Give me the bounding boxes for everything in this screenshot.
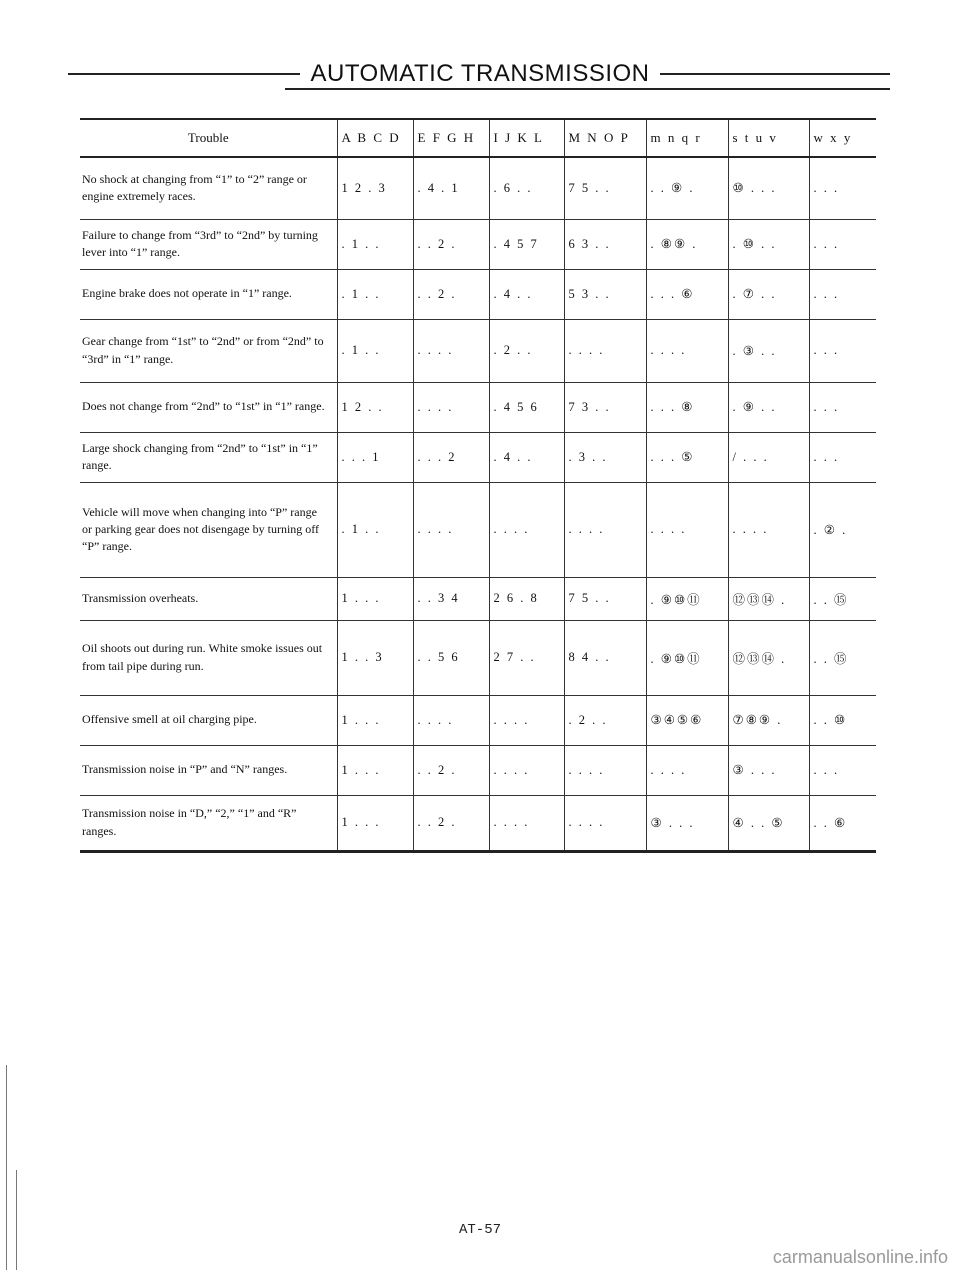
code-cell: . . . . bbox=[564, 745, 646, 795]
code-cell: ③④⑤⑥ bbox=[646, 695, 728, 745]
code-cell: 6 3 . . bbox=[564, 219, 646, 269]
code-cell: ③ . . . bbox=[646, 795, 728, 851]
code-cell: . . . . bbox=[489, 745, 564, 795]
code-cell: . 4 . . bbox=[489, 432, 564, 482]
code-cell: . . . . bbox=[646, 745, 728, 795]
trouble-cell: Does not change from “2nd” to “1st” in “1” range. bbox=[80, 382, 337, 432]
trouble-cell: Engine brake does not operate in “1” range. bbox=[80, 269, 337, 319]
scan-margin-line bbox=[6, 1065, 7, 1270]
table-row bbox=[80, 432, 876, 482]
code-cell: . ② . bbox=[809, 482, 876, 577]
code-cell: 7 3 . . bbox=[564, 382, 646, 432]
code-cell: . ③ . . bbox=[728, 319, 809, 382]
code-cell: . . . . bbox=[489, 795, 564, 851]
table-row bbox=[80, 269, 876, 319]
page-title: AUTOMATIC TRANSMISSION bbox=[0, 60, 960, 88]
code-cell: . . . . bbox=[413, 319, 489, 382]
code-cell: 1 . . 3 bbox=[337, 620, 413, 695]
code-cell: . ⑨ . . bbox=[728, 382, 809, 432]
code-cell: . . . . bbox=[728, 482, 809, 577]
trouble-cell: Transmission overheats. bbox=[80, 577, 337, 620]
table-row bbox=[80, 157, 876, 219]
code-cell: 1 . . . bbox=[337, 577, 413, 620]
code-cell: ⑦⑧⑨ . bbox=[728, 695, 809, 745]
trouble-cell: Gear change from “1st” to “2nd” or from “2nd” to “3rd” in “1” range. bbox=[80, 319, 337, 382]
code-cell: . . . . bbox=[413, 382, 489, 432]
code-cell: . . . bbox=[809, 269, 876, 319]
table-row bbox=[80, 382, 876, 432]
code-cell: . . 2 . bbox=[413, 795, 489, 851]
code-cell: 1 . . . bbox=[337, 795, 413, 851]
code-cell: 2 6 . 8 bbox=[489, 577, 564, 620]
trouble-cell: Transmission noise in “D,” “2,” “1” and “R” ranges. bbox=[82, 806, 297, 838]
code-cell: . . . . bbox=[564, 795, 646, 851]
code-cell: . . ⑩ bbox=[809, 695, 876, 745]
code-cell: . . 2 . bbox=[413, 745, 489, 795]
column-header-mnqr: m n q r bbox=[646, 119, 728, 157]
code-cell: ⑫⑬⑭ . bbox=[728, 620, 809, 695]
code-cell: . ⑧⑨ . bbox=[646, 219, 728, 269]
code-cell: . . . . bbox=[564, 482, 646, 577]
column-header-wxy: w x y bbox=[809, 119, 876, 157]
code-cell: . . . 1 bbox=[337, 432, 413, 482]
table-row bbox=[80, 219, 876, 269]
code-cell: . . ⑮ bbox=[809, 577, 876, 620]
code-cell: . ⑦ . . bbox=[728, 269, 809, 319]
code-cell: . . . ⑤ bbox=[646, 432, 728, 482]
code-cell: . . . . bbox=[413, 695, 489, 745]
table-row bbox=[80, 319, 876, 382]
code-cell: . . . . bbox=[489, 482, 564, 577]
table-header-row bbox=[80, 119, 876, 157]
code-cell: . 3 . . bbox=[564, 432, 646, 482]
code-cell: 8 4 . . bbox=[564, 620, 646, 695]
title-underline bbox=[285, 88, 890, 90]
trouble-cell: Large shock changing from “2nd” to “1st” in “1” range. bbox=[80, 432, 337, 482]
code-cell: . 4 5 6 bbox=[489, 382, 564, 432]
code-cell: . . . . bbox=[413, 482, 489, 577]
code-cell: . . . bbox=[809, 432, 876, 482]
table-row bbox=[80, 577, 876, 620]
code-cell: . 2 . . bbox=[564, 695, 646, 745]
table-row bbox=[80, 695, 876, 745]
column-header-mnop: M N O P bbox=[564, 119, 646, 157]
code-cell: . 4 . 1 bbox=[413, 157, 489, 219]
column-header-ijkl: I J K L bbox=[489, 119, 564, 157]
trouble-cell: Failure to change from “3rd” to “2nd” by turning lever into “1” range. bbox=[80, 219, 337, 269]
code-cell: . . . ⑥ bbox=[646, 269, 728, 319]
code-cell: 5 3 . . bbox=[564, 269, 646, 319]
code-cell: . . . . bbox=[564, 319, 646, 382]
column-header-trouble: Trouble bbox=[80, 119, 337, 157]
code-cell: . . 5 6 bbox=[413, 620, 489, 695]
column-header-stuv: s t u v bbox=[728, 119, 809, 157]
code-cell: . 1 . . bbox=[337, 219, 413, 269]
code-cell: . . . bbox=[809, 219, 876, 269]
code-cell: . . . bbox=[809, 319, 876, 382]
code-cell: . . ⑨ . bbox=[646, 157, 728, 219]
code-cell: 1 2 . 3 bbox=[337, 157, 413, 219]
code-cell: ⑩ . . . bbox=[728, 157, 809, 219]
trouble-cell: Offensive smell at oil charging pipe. bbox=[80, 695, 337, 745]
scan-margin-line bbox=[16, 1170, 17, 1270]
code-cell: ③ . . . bbox=[728, 745, 809, 795]
code-cell: . . ⑮ bbox=[809, 620, 876, 695]
code-cell: . . . bbox=[809, 157, 876, 219]
code-cell: . . . . bbox=[646, 319, 728, 382]
table-row bbox=[80, 745, 876, 795]
code-cell: . 1 . . bbox=[337, 482, 413, 577]
code-cell: . . . bbox=[809, 382, 876, 432]
code-cell: . ⑨⑩⑪ bbox=[646, 577, 728, 620]
table-row bbox=[80, 795, 876, 851]
table-row bbox=[80, 620, 876, 695]
code-cell: . . . 2 bbox=[413, 432, 489, 482]
code-cell: 1 . . . bbox=[337, 695, 413, 745]
code-cell: ⑫⑬⑭ . bbox=[728, 577, 809, 620]
code-cell: . . . ⑧ bbox=[646, 382, 728, 432]
code-cell: . . . . bbox=[646, 482, 728, 577]
trouble-cell: Transmission noise in “P” and “N” ranges. bbox=[80, 745, 337, 795]
code-cell: . . 3 4 bbox=[413, 577, 489, 620]
table-row bbox=[80, 482, 876, 577]
code-cell: . ⑩ . . bbox=[728, 219, 809, 269]
code-cell: 1 2 . . bbox=[337, 382, 413, 432]
code-cell: . ⑨⑩⑪ bbox=[646, 620, 728, 695]
code-cell: . . 2 . bbox=[413, 269, 489, 319]
code-cell: ④ . . ⑤ bbox=[728, 795, 809, 851]
code-cell: 7 5 . . bbox=[564, 157, 646, 219]
code-cell: . 4 5 7 bbox=[489, 219, 564, 269]
code-cell: . . ⑥ bbox=[809, 795, 876, 851]
code-cell: 2 7 . . bbox=[489, 620, 564, 695]
code-cell: / . . . bbox=[728, 432, 809, 482]
column-header-efgh: E F G H bbox=[413, 119, 489, 157]
code-cell: . 6 . . bbox=[489, 157, 564, 219]
code-cell: . . 2 . bbox=[413, 219, 489, 269]
code-cell: 1 . . . bbox=[337, 745, 413, 795]
trouble-cell: Oil shoots out during run. White smoke issues out from tail pipe during run. bbox=[80, 620, 337, 695]
trouble-cell: Vehicle will move when changing into “P” range or parking gear does not disengage by turning off “P” range. bbox=[80, 482, 337, 577]
code-cell: . 1 . . bbox=[337, 319, 413, 382]
code-cell: 7 5 . . bbox=[564, 577, 646, 620]
troubleshooting-table bbox=[80, 118, 876, 853]
column-header-abcd: A B C D bbox=[337, 119, 413, 157]
watermark-text: carmanualsonline.info bbox=[772, 1247, 948, 1267]
code-cell: . 4 . . bbox=[489, 269, 564, 319]
page-number: AT-57 bbox=[458, 1222, 501, 1238]
code-cell: . . . . bbox=[489, 695, 564, 745]
code-cell: . . . bbox=[809, 745, 876, 795]
code-cell: . 2 . . bbox=[489, 319, 564, 382]
code-cell: . 1 . . bbox=[337, 269, 413, 319]
trouble-cell: No shock at changing from “1” to “2” range or engine extremely races. bbox=[80, 157, 337, 219]
